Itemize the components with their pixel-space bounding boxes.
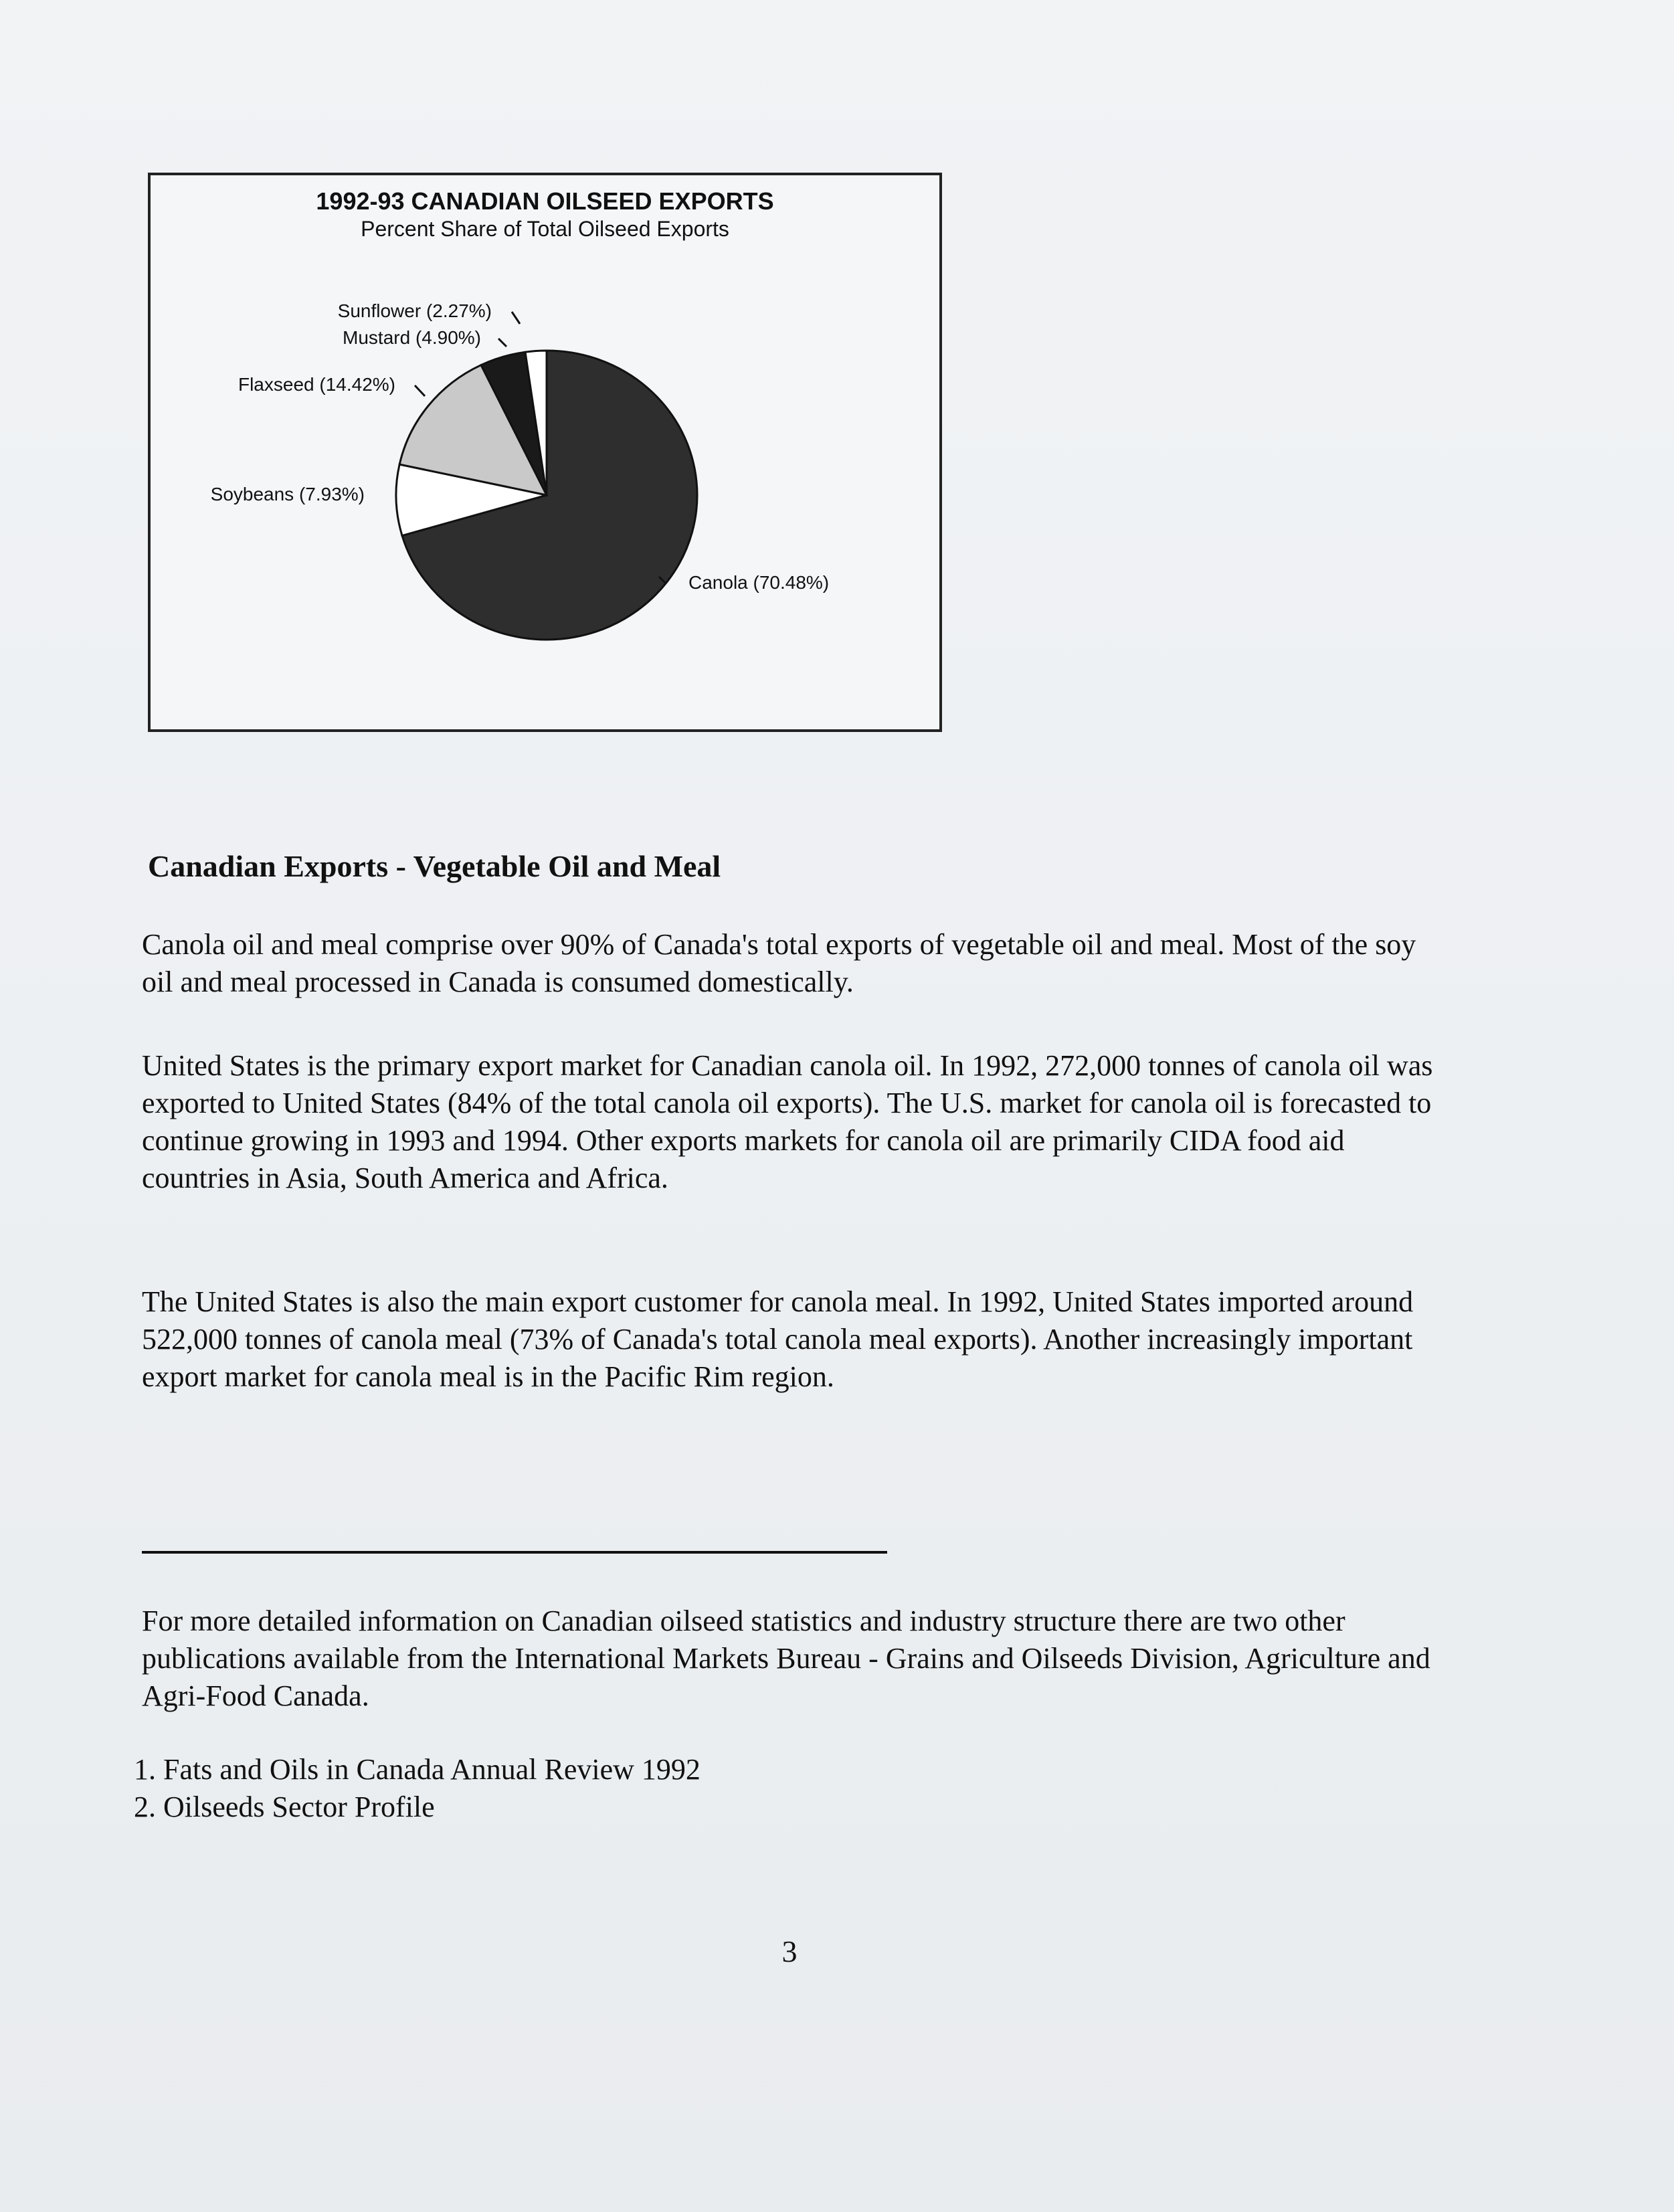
- leader-line-flaxseed: [415, 385, 425, 396]
- pie-label-flaxseed: Flaxseed (14.42%): [238, 374, 395, 395]
- list-item: 1. Fats and Oils in Canada Annual Review 1992: [134, 1753, 701, 1786]
- chart-subtitle: Percent Share of Total Oilseed Exports: [361, 217, 729, 241]
- leader-line-mustard: [498, 339, 506, 347]
- paragraph-1: Canola oil and meal comprise over 90% of Canada's total exports of vegetable oil and meal. Most of the soy oil and meal processed in Canada is consumed domestically.: [142, 928, 1416, 998]
- footnote-divider: [142, 1551, 887, 1554]
- paragraph-2: United States is the primary export market for Canadian canola oil. In 1992, 272,000 tonnes of canola oil was exported to United States (84% of the total canola oil exports). The U.S. market for canola oil is forecasted to continue growing in 1993 and 1994. Other exports markets for canola oil are primarily CIDA food aid countries in Asia, South America and Africa.: [142, 1049, 1433, 1194]
- pie-chart-frame: [148, 173, 942, 732]
- pie-label-sunflower: Sunflower (2.27%): [337, 300, 492, 321]
- list-item: 2. Oilseeds Sector Profile: [134, 1790, 435, 1823]
- pie-label-canola: Canola (70.48%): [688, 572, 830, 593]
- pie-label-soybeans: Soybeans (7.93%): [210, 484, 365, 504]
- leader-line-sunflower: [512, 312, 520, 324]
- footnote-paragraph: For more detailed information on Canadian oilseed statistics and industry structure there are two other publications available from the International Markets Bureau - Grains and Oilseeds Division, Agriculture and Agri-Food Canada.: [142, 1604, 1430, 1712]
- paragraph-3: The United States is also the main export customer for canola meal. In 1992, United States imported around 522,000 tonnes of canola meal (73% of Canada's total canola meal exports). Another increasingly important export market for canola meal is in the Pacific Rim region.: [142, 1285, 1414, 1393]
- chart-title: 1992-93 CANADIAN OILSEED EXPORTS: [316, 187, 774, 215]
- pie-chart: [151, 175, 939, 729]
- section-heading: Canadian Exports - Vegetable Oil and Meal: [148, 849, 721, 883]
- pie-label-mustard: Mustard (4.90%): [343, 327, 481, 348]
- publication-list: [134, 1751, 701, 1826]
- page-number: 3: [781, 1934, 798, 1968]
